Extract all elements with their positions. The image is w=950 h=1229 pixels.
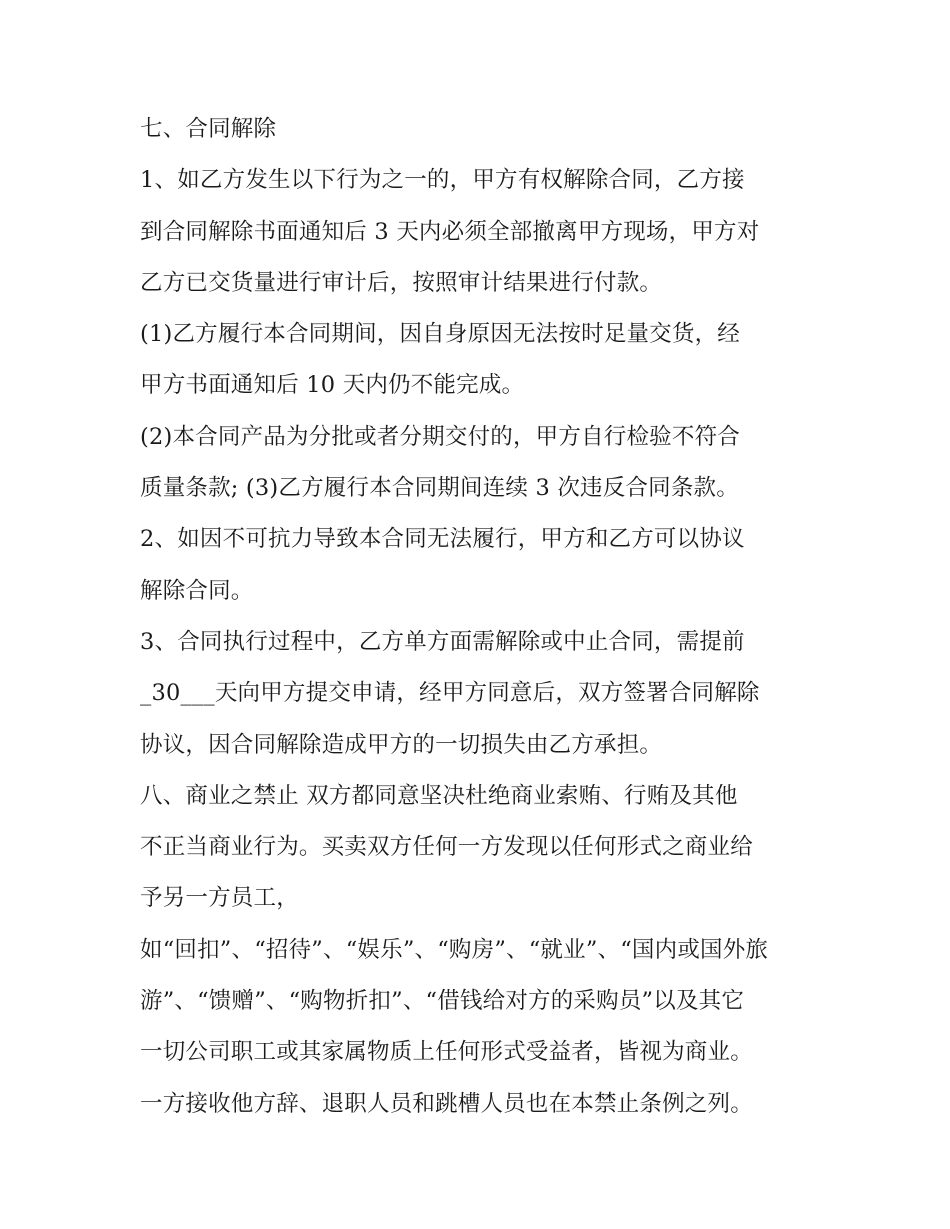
text-line: 1、如乙方发生以下行为之一的，甲方有权解除合同，乙方接 bbox=[140, 167, 745, 194]
text-line: (2)本合同产品为分批或者分期交付的，甲方自行检验不符合 bbox=[140, 423, 740, 450]
text-line: 一切公司职工或其家属物质上任何形式受益者，皆视为商业。 bbox=[140, 1039, 753, 1066]
text-line: 一方接收他方辞、退职人员和跳槽人员也在本禁止条例之列。 bbox=[140, 1090, 753, 1117]
text-line: 3、合同执行过程中，乙方单方面需解除或中止合同，需提前 bbox=[140, 628, 745, 655]
text-line: 质量条款; (3)乙方履行本合同期间连续 3 次违反合同条款。 bbox=[140, 475, 739, 502]
section-heading-commercial-prohibition: 八、商业之禁止 双方都同意坚决杜绝商业索贿、行贿及其他 bbox=[140, 782, 738, 809]
text-line: 2、如因不可抗力导致本合同无法履行，甲方和乙方可以协议 bbox=[140, 526, 745, 553]
text-line: 予另一方员工， bbox=[140, 885, 299, 912]
text-line: 解除合同。 bbox=[140, 577, 254, 604]
text-line: 协议，因合同解除造成甲方的一切损失由乙方承担。 bbox=[140, 731, 663, 758]
text-line: 到合同解除书面通知后 3 天内必须全部撤离甲方现场，甲方对 bbox=[140, 218, 760, 245]
text-line: 甲方书面通知后 10 天内仍不能完成。 bbox=[140, 372, 525, 399]
document-body bbox=[140, 104, 830, 1130]
text-line: _30___天向甲方提交申请，经甲方同意后，双方签署合同解除 bbox=[140, 680, 760, 707]
text-line: (1)乙方履行本合同期间，因自身原因无法按时足量交货，经 bbox=[140, 321, 740, 348]
text-line: 如“回扣”、“招待”、“娱乐”、“购房”、“就业”、“国内或国外旅 bbox=[140, 936, 769, 963]
text-line: 游”、“馈赠”、“购物折扣”、“借钱给对方的采购员”以及其它 bbox=[140, 988, 745, 1015]
text-line: 不正当商业行为。买卖双方任何一方发现以任何形式之商业给 bbox=[140, 834, 753, 861]
section-heading-termination: 七、合同解除 bbox=[140, 116, 277, 142]
text-line: 乙方已交货量进行审计后，按照审计结果进行付款。 bbox=[140, 269, 663, 296]
